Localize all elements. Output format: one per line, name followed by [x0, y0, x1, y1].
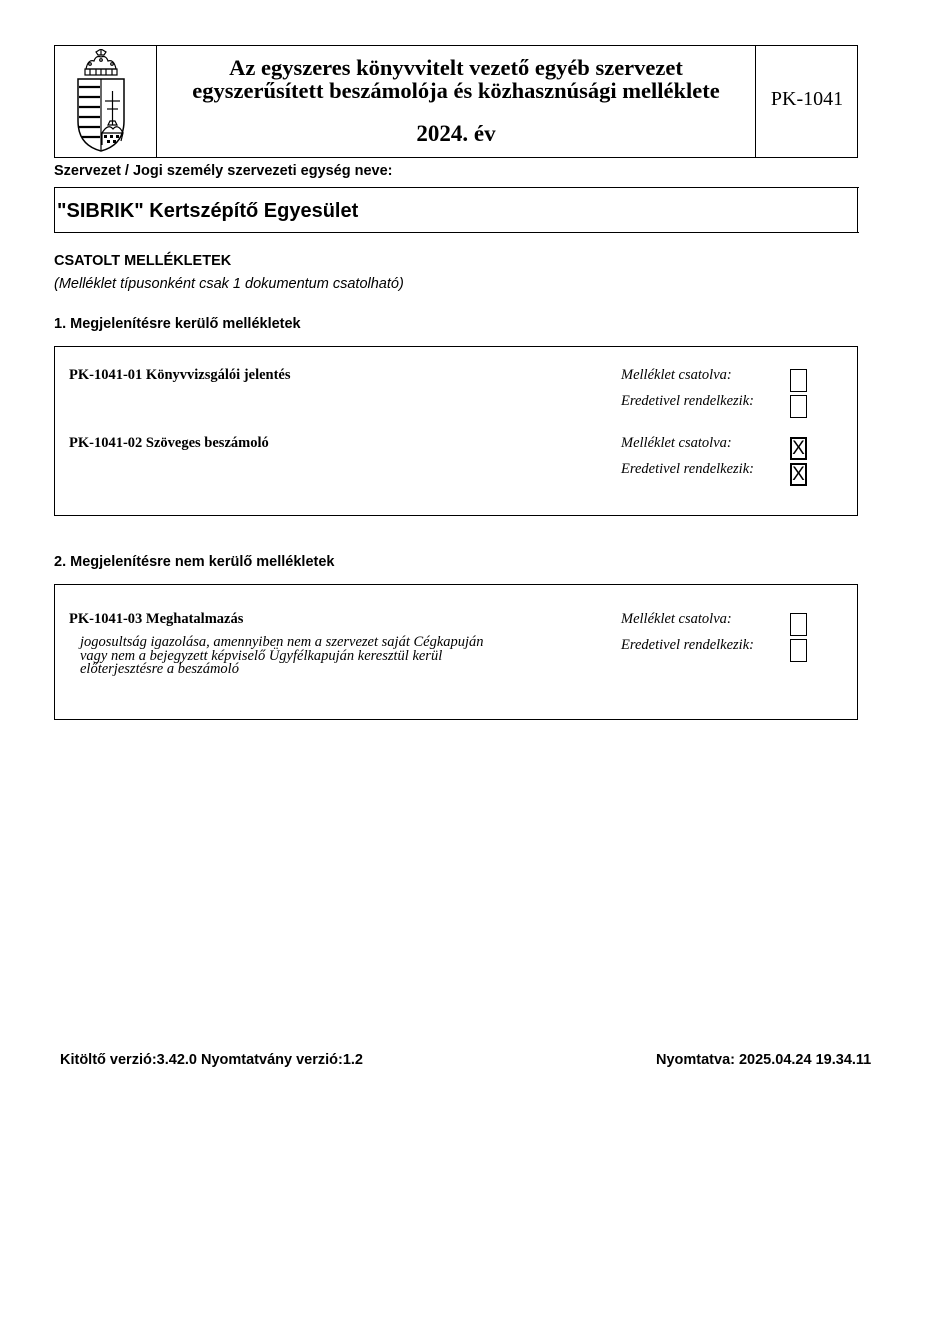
- original-checkbox[interactable]: [790, 639, 807, 662]
- organization-label: Szervezet / Jogi személy szervezeti egység neve:: [54, 163, 393, 179]
- organization-field-border: [857, 187, 858, 233]
- attached-label: Melléklet csatolva:: [621, 367, 732, 383]
- organization-name: "SIBRIK" Kertszépítő Egyesület: [57, 200, 359, 222]
- attached-checkbox[interactable]: [790, 369, 807, 392]
- attachment-description-line: vagy nem a bejegyzett képviselő Ügyfélkapuján keresztül kerül: [80, 647, 443, 664]
- attachments-note: (Melléklet típusonként csak 1 dokumentum csatolható): [54, 276, 404, 292]
- attachment-description-line: jogosultság igazolása, amennyiben nem a szervezet saját Cégkapuján: [80, 634, 484, 650]
- attachment-item-name: PK-1041-01 Könyvvizsgálói jelentés: [69, 367, 291, 383]
- original-label: Eredetivel rendelkezik:: [621, 637, 754, 653]
- form-title: [157, 56, 755, 102]
- footer-version: Kitöltő verzió:3.42.0 Nyomtatvány verzió:1.2: [60, 1052, 363, 1068]
- form-title-line: Az egyszeres könyvvitelt vezető egyéb szervezet: [229, 55, 683, 80]
- attachment-description-line: előterjesztésre a beszámoló: [80, 661, 239, 677]
- form-title-line: egyszerűsített beszámolója és közhasznúsági melléklete: [192, 78, 720, 103]
- attached-checkbox[interactable]: [790, 613, 807, 636]
- attachment-description: [80, 636, 540, 677]
- original-label: Eredetivel rendelkezik:: [621, 393, 754, 409]
- attachment-item-name: PK-1041-03 Meghatalmazás: [69, 611, 244, 627]
- form-year: 2024. év: [416, 121, 496, 146]
- section2-title: 2. Megjelenítésre nem kerülő mellékletek: [54, 554, 335, 570]
- form-code: PK-1041: [770, 88, 844, 110]
- attachments-title: CSATOLT MELLÉKLETEK: [54, 253, 232, 269]
- original-checkbox[interactable]: X: [790, 463, 807, 486]
- original-checkbox[interactable]: [790, 395, 807, 418]
- section1-title: 1. Megjelenítésre kerülő mellékletek: [54, 316, 301, 332]
- coat-of-arms-icon: [74, 49, 128, 153]
- footer-print-date: Nyomtatva: 2025.04.24 19.34.11: [656, 1052, 872, 1068]
- attached-checkbox[interactable]: X: [790, 437, 807, 460]
- attached-label: Melléklet csatolva:: [621, 435, 732, 451]
- attachment-item-name: PK-1041-02 Szöveges beszámoló: [69, 435, 269, 451]
- original-label: Eredetivel rendelkezik:: [621, 461, 754, 477]
- attached-label: Melléklet csatolva:: [621, 611, 732, 627]
